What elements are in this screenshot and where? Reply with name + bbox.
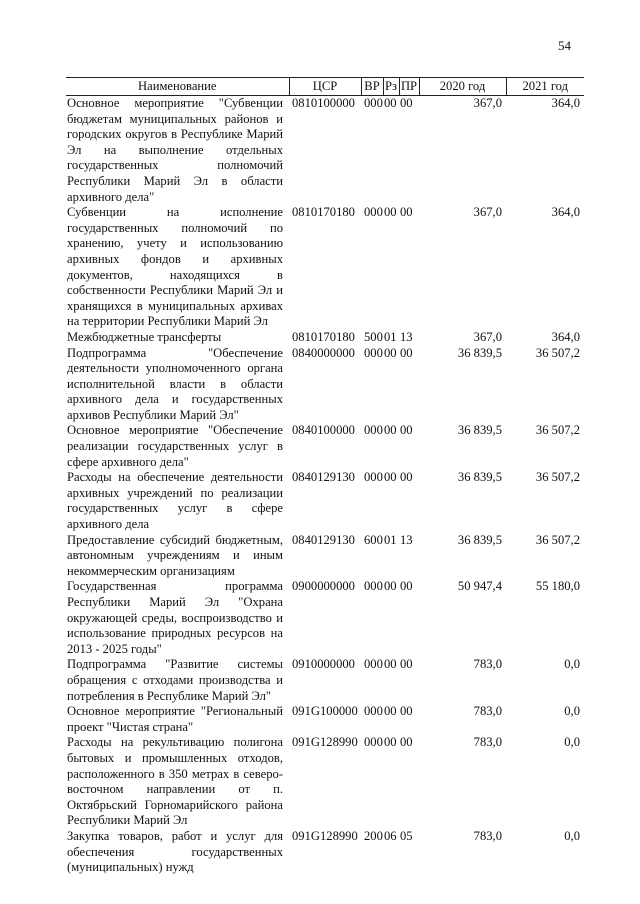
table-row — [66, 533, 584, 580]
table-row — [66, 704, 584, 735]
row-csr: 0840129130 — [292, 470, 355, 485]
row-name: Государственная программа Республики Марий Эл "Охрана окружающей среды, воспроизводство и использование природных ресурсов на 2013 - 2025 годы" — [67, 579, 283, 656]
row-pr: 13 — [400, 532, 413, 547]
row-vr: 000 — [364, 423, 383, 438]
row-value-2021: 36 507,2 — [535, 470, 580, 485]
row-value-2021: 0,0 — [564, 704, 580, 719]
row-value-2021: 364,0 — [551, 329, 580, 344]
row-pr: 00 — [400, 345, 413, 360]
row-value-2020: 783,0 — [473, 704, 502, 719]
row-vr: 000 — [364, 205, 383, 220]
header-rz: Рз — [383, 78, 399, 96]
row-rz: 00 — [384, 657, 397, 672]
row-rz: 00 — [384, 345, 397, 360]
row-csr: 0900000000 — [292, 579, 355, 594]
row-vr: 000 — [364, 96, 383, 110]
row-csr: 0810100000 — [292, 96, 355, 110]
row-value-2020: 367,0 — [473, 329, 502, 344]
table-row — [66, 470, 584, 532]
row-value-2021: 364,0 — [551, 205, 580, 220]
row-pr: 00 — [400, 704, 413, 719]
row-csr: 091G100000 — [292, 704, 358, 719]
row-pr: 00 — [400, 657, 413, 672]
row-vr: 000 — [364, 657, 383, 672]
row-vr: 000 — [364, 345, 383, 360]
row-value-2021: 36 507,2 — [535, 423, 580, 438]
row-vr: 000 — [364, 470, 383, 485]
row-name: Основное мероприятие "Региональный проект "Чистая страна" — [67, 704, 283, 734]
row-name: Расходы на рекультивацию полигона бытовых и промышленных отходов, расположенного в 350 метрах в северо-восточном направлении от п. Октябрьский Горномарийского района Республики Марий Эл — [67, 735, 283, 828]
row-csr: 0840129130 — [292, 532, 355, 547]
row-rz: 00 — [384, 735, 397, 750]
row-rz: 00 — [384, 423, 397, 438]
row-value-2020: 783,0 — [473, 735, 502, 750]
table-row — [66, 657, 584, 704]
row-value-2020: 367,0 — [473, 205, 502, 220]
row-pr: 00 — [400, 96, 413, 110]
row-rz: 00 — [384, 704, 397, 719]
row-csr: 0910000000 — [292, 657, 355, 672]
table-row — [66, 735, 584, 829]
row-value-2021: 36 507,2 — [535, 345, 580, 360]
table-row — [66, 579, 584, 657]
row-name: Основное мероприятие "Субвенции бюджетам муниципальных районов и городских округов в Республике Марий Эл на выполнение отдельных государственных полномочий Республики Марий Эл в области архивного дела" — [67, 96, 283, 204]
row-name: Закупка товаров, работ и услуг для обеспечения государственных (муниципальных) нужд — [67, 828, 283, 875]
row-value-2020: 367,0 — [473, 96, 502, 110]
row-pr: 00 — [400, 470, 413, 485]
row-value-2021: 0,0 — [564, 735, 580, 750]
row-csr: 0840100000 — [292, 423, 355, 438]
table-body — [66, 96, 584, 876]
table-row — [66, 330, 584, 346]
table-row — [66, 205, 584, 330]
row-rz: 00 — [384, 96, 397, 110]
row-value-2020: 36 839,5 — [457, 470, 502, 485]
row-name: Расходы на обеспечение деятельности архивных учреждений по реализации государственных услуг в сфере архивного дела — [67, 470, 283, 532]
row-rz: 00 — [384, 205, 397, 220]
row-name: Подпрограмма "Развитие системы обращения с отходами производства и потребления в Республике Марий Эл" — [67, 657, 283, 703]
row-vr: 600 — [364, 532, 383, 547]
row-name: Предоставление субсидий бюджетным, автономным учреждениям и иным некоммерческим организациям — [67, 532, 283, 578]
page-number: 54 — [558, 38, 571, 53]
row-value-2020: 783,0 — [473, 828, 502, 843]
table-row — [66, 423, 584, 470]
row-vr: 000 — [364, 579, 383, 594]
row-rz: 00 — [384, 579, 397, 594]
row-pr: 13 — [400, 329, 413, 344]
row-value-2021: 364,0 — [551, 96, 580, 110]
row-rz: 00 — [384, 470, 397, 485]
header-name: Наименование — [66, 78, 289, 96]
row-rz: 01 — [384, 329, 397, 344]
row-name: Основное мероприятие "Обеспечение реализации государственных услуг в сфере архивного дела" — [67, 423, 283, 469]
row-value-2021: 36 507,2 — [535, 532, 580, 547]
budget-table — [66, 77, 584, 876]
header-vr: ВР — [361, 78, 383, 96]
row-csr: 0810170180 — [292, 205, 355, 220]
row-value-2020: 50 947,4 — [457, 579, 502, 594]
row-pr: 00 — [400, 423, 413, 438]
row-csr: 0810170180 — [292, 329, 355, 344]
row-value-2021: 0,0 — [564, 828, 580, 843]
row-name: Подпрограмма "Обеспечение деятельности уполномоченного органа исполнительной власти в области архивного дела и государственных архивов Республики Марий Эл" — [67, 345, 283, 422]
row-csr: 091G128990 — [292, 735, 358, 750]
header-csr: ЦСР — [289, 78, 361, 96]
row-vr: 500 — [364, 329, 383, 344]
row-pr: 00 — [400, 205, 413, 220]
row-vr: 000 — [364, 735, 383, 750]
row-rz: 06 — [384, 828, 397, 843]
row-pr: 05 — [400, 828, 413, 843]
row-csr: 0840000000 — [292, 345, 355, 360]
table-row — [66, 829, 584, 876]
row-value-2021: 0,0 — [564, 657, 580, 672]
row-rz: 01 — [384, 532, 397, 547]
header-pr: ПР — [399, 78, 419, 96]
table-row — [66, 96, 584, 206]
table-row — [66, 346, 584, 424]
row-vr: 000 — [364, 704, 383, 719]
row-name: Межбюджетные трансферты — [67, 329, 222, 344]
header-year-2020: 2020 год — [419, 78, 506, 96]
row-value-2020: 36 839,5 — [457, 532, 502, 547]
row-csr: 091G128990 — [292, 828, 358, 843]
row-value-2020: 36 839,5 — [457, 345, 502, 360]
row-pr: 00 — [400, 735, 413, 750]
row-value-2020: 36 839,5 — [457, 423, 502, 438]
row-value-2020: 783,0 — [473, 657, 502, 672]
row-value-2021: 55 180,0 — [535, 579, 580, 594]
row-pr: 00 — [400, 579, 413, 594]
row-vr: 200 — [364, 828, 383, 843]
row-name: Субвенции на исполнение государственных полномочий по хранению, учету и использованию архивных фондов и архивных документов, находящихся в собственности Республики Марий Эл и хранящихся в муниципальных архивах на территории Республики Марий Эл — [67, 205, 283, 329]
table-header — [66, 78, 584, 96]
header-year-2021: 2021 год — [506, 78, 584, 96]
